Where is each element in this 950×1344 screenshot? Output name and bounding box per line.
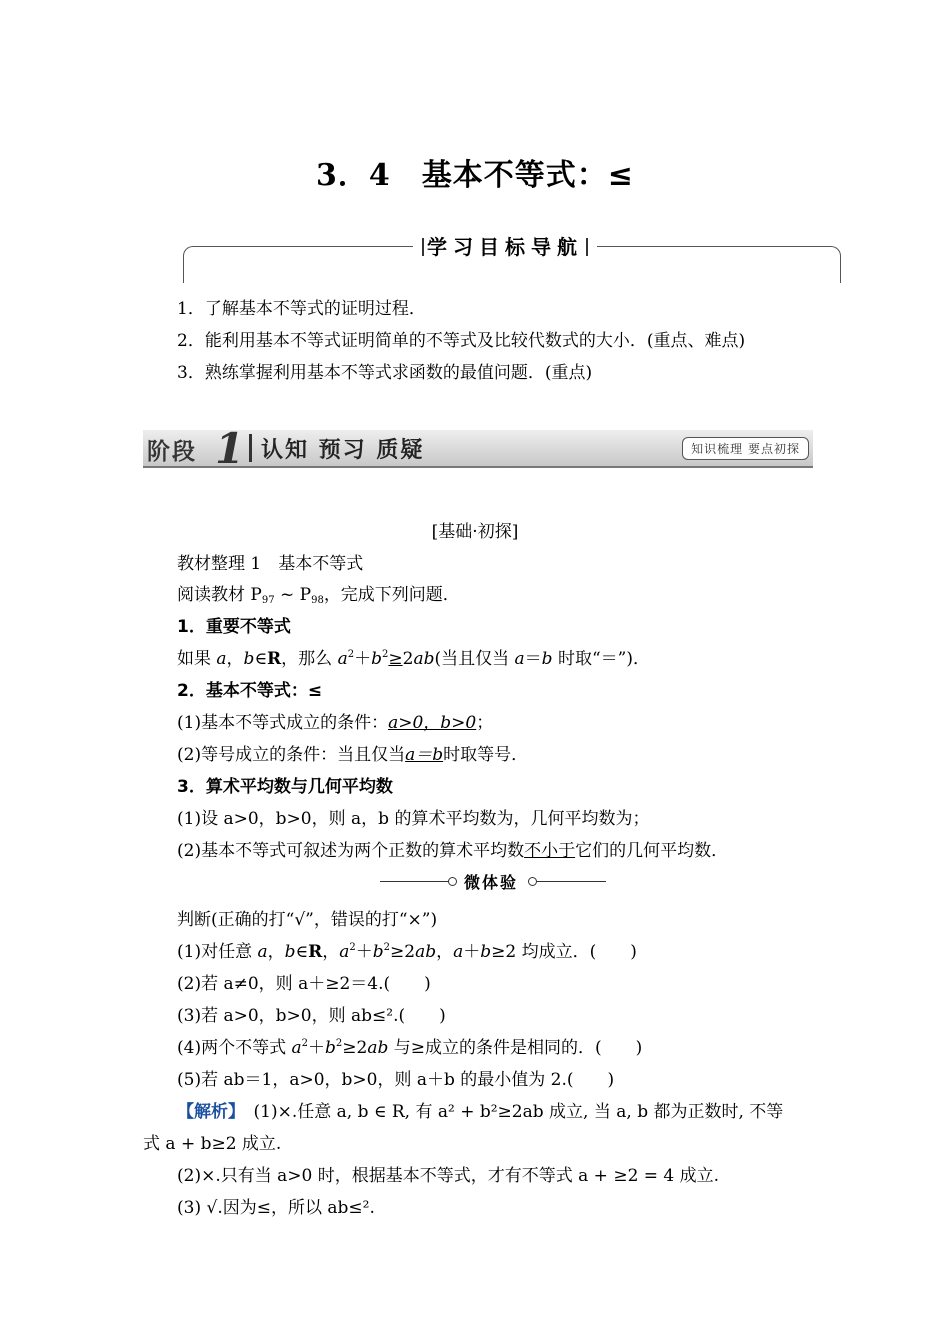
- heading-1: 1．重要不等式: [177, 617, 291, 637]
- analysis-1-continued: 式 a + b≥2 成立.: [143, 1134, 282, 1154]
- condition-2-suffix: 时取等号．: [443, 745, 529, 765]
- heading-3: 3．算术平均数与几何平均数: [177, 777, 393, 797]
- material-line: 教材整理 1 基本不等式: [177, 554, 364, 574]
- condition-1: [177, 708, 493, 733]
- condition-2-prefix: (2)等号成立的条件：当且仅当: [177, 745, 406, 765]
- analysis-tag: 【解析】: [177, 1102, 237, 1122]
- goal-item-1: 1．了解基本不等式的证明过程．: [177, 299, 426, 319]
- condition-1-answer: a>0，b>0: [388, 713, 477, 733]
- read-suffix: ，完成下列问题．: [323, 585, 460, 605]
- divider: [586, 238, 588, 256]
- circle-icon: [448, 877, 457, 886]
- divider: [537, 881, 606, 882]
- important-inequality: 如果 a，b∈R，那么 $a^2+b^2\ge 2ab$(当且仅当 a＝b 时取“＝”)．: [177, 649, 650, 669]
- stage-divider: [249, 434, 252, 462]
- micro-experience-title: 微体验: [464, 873, 519, 892]
- section-head: [基础·初探]: [431, 522, 519, 542]
- page-title: 3．4 基本不等式：≤: [316, 158, 634, 193]
- stage-badge: 知识梳理 要点初探: [682, 437, 809, 460]
- read-mid: ~ P: [274, 585, 312, 605]
- analysis-3: (3) √.因为≤，所以 ab≤².: [177, 1198, 375, 1218]
- mean-2-prefix: (2)基本不等式可叙述为两个正数的算术平均数: [177, 841, 525, 861]
- mean-2-answer: 不小于: [524, 841, 576, 861]
- mean-2: [177, 836, 728, 861]
- read-page-end: 98: [311, 595, 324, 606]
- mean-1: (1)设 a>0，b>0，则 a，b 的算术平均数为，几何平均数为；: [177, 809, 650, 829]
- stage-number: 1: [215, 424, 245, 473]
- read-prefix: 阅读教材 P: [177, 585, 262, 605]
- question-3: (3)若 a>0，b>0，则 ab≤².( ): [177, 1006, 446, 1026]
- goals-header: [413, 232, 597, 262]
- goals-header-text: 学习目标导航: [427, 235, 583, 259]
- condition-1-suffix: ；: [476, 713, 494, 733]
- read-line: [177, 580, 460, 606]
- micro-experience-divider: [380, 870, 606, 894]
- analysis-1: [177, 1097, 783, 1122]
- read-page-start: 97: [261, 595, 275, 606]
- goal-item-2: 2．能利用基本不等式证明简单的不等式及比较代数式的大小．(重点、难点): [177, 331, 746, 351]
- divider: [380, 881, 450, 882]
- divider: [422, 238, 424, 256]
- stage-banner: [143, 424, 813, 473]
- judge-instruction: 判断(正确的打“√”，错误的打“×”): [177, 910, 438, 930]
- analysis-2: (2)×.只有当 a>0 时，根据基本不等式，才有不等式 a + ≥2 = 4 成立.: [177, 1166, 720, 1186]
- question-4: (4)两个不等式 $a^2+b^2\ge 2ab$ 与≥成立的条件是相同的．( ): [177, 1038, 643, 1058]
- analysis-1-text: (1)×.任意 a, b ∈ R, 有 a² + b²≥2ab 成立, 当 a, b 都为正数时, 不等: [253, 1102, 784, 1122]
- question-1: (1)对任意 a，b∈R，$a^2+b^2\ge 2ab$，a＋b≥2 均成立．( ): [177, 942, 637, 962]
- condition-2: [177, 740, 528, 765]
- goal-item-3: 3．熟练掌握利用基本不等式求函数的最值问题．(重点): [177, 363, 593, 383]
- circle-icon: [528, 877, 537, 886]
- mean-2-suffix: 它们的几何平均数．: [575, 841, 729, 861]
- stage-title: 认知 预习 质疑: [261, 438, 425, 463]
- question-2: (2)若 a≠0，则 a＋≥2＝4.( ): [177, 974, 431, 994]
- question-5: (5)若 ab＝1，a>0，b>0，则 a＋b 的最小值为 2.( ): [177, 1070, 615, 1090]
- heading-2: 2．基本不等式：≤: [177, 681, 323, 701]
- condition-2-answer: a＝b: [405, 745, 444, 765]
- condition-1-prefix: (1)基本不等式成立的条件：: [177, 713, 389, 733]
- stage-label: 阶段: [147, 439, 197, 465]
